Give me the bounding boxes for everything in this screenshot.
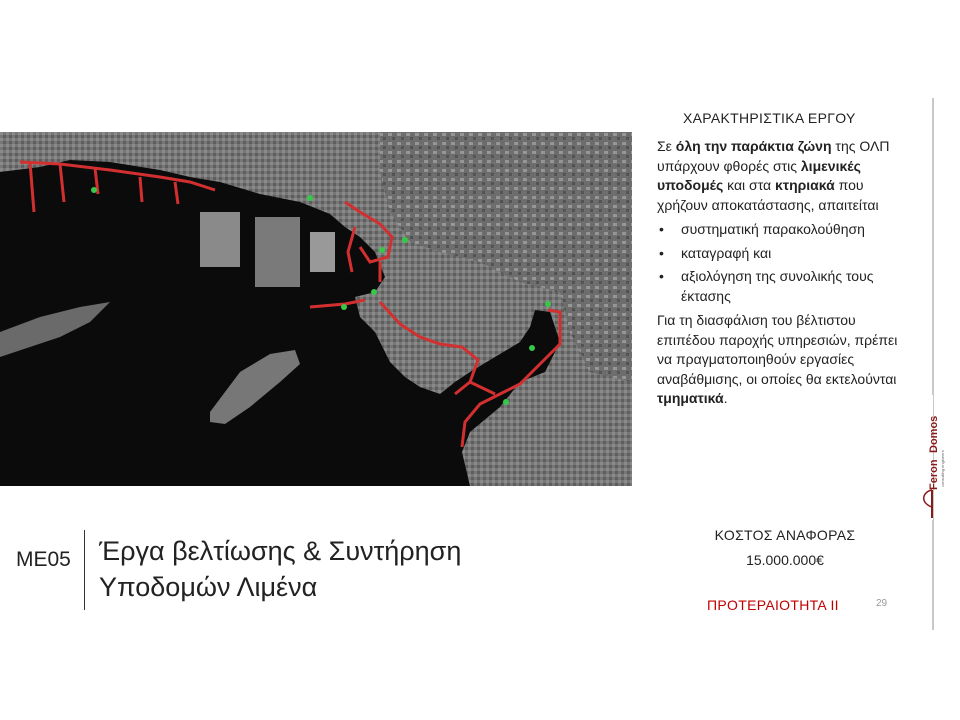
outro-paragraph: Για τη διασφάλιση του βέλτιστου επιπέδου παροχής υπηρεσιών, πρέπει να πραγματοποιηθούν εργασίες αναβάθμισης, οι οποίες θα εκτελούνται τμηματικά. (657, 312, 898, 406)
vertical-divider (932, 98, 934, 630)
domosferon-logo (914, 395, 950, 520)
project-title (99, 533, 461, 605)
port-satellite-map (0, 132, 632, 486)
project-code: ΜΕ05 (16, 548, 71, 571)
title-divider (84, 530, 85, 610)
list-item: • αξιολόγηση της συνολικής τους έκτασης (657, 267, 912, 306)
cost-section (690, 527, 880, 568)
characteristics-body (657, 137, 912, 409)
list-item: • καταγραφή και (657, 244, 912, 264)
cost-value: 15.000.000€ (746, 552, 824, 568)
svg-text:Feron: Feron (928, 459, 940, 490)
intro-paragraph: Σε όλη την παράκτια ζώνη της ΟΛΠ υπάρχουν φθορές στις λιμενικές υποδομές και στα κτηριακά που χρήζουν αποκατάστασης, απαιτείται (657, 138, 890, 213)
characteristics-title: ΧΑΡΑΚΤΗΡΙΣΤΙΚΑ ΕΡΓΟΥ (683, 110, 856, 126)
page-number: 29 (876, 598, 888, 609)
requirements-list (657, 220, 912, 306)
project-title-line-2: Υποδομών Λιμένα (99, 572, 318, 602)
priority-label: ΠΡΟΤΕΡΑΙΟΤΗΤΑ ΙΙ (707, 597, 839, 613)
project-title-line-1: Έργα βελτίωσης & Συντήρηση (99, 536, 462, 566)
list-item: • συστηματική παρακολούθηση (657, 220, 912, 240)
svg-text:consulting engineers: consulting engineers (940, 450, 945, 487)
svg-text:Domos: Domos (928, 415, 940, 453)
cost-label: ΚΟΣΤΟΣ ΑΝΑΦΟΡΑΣ (714, 527, 856, 543)
